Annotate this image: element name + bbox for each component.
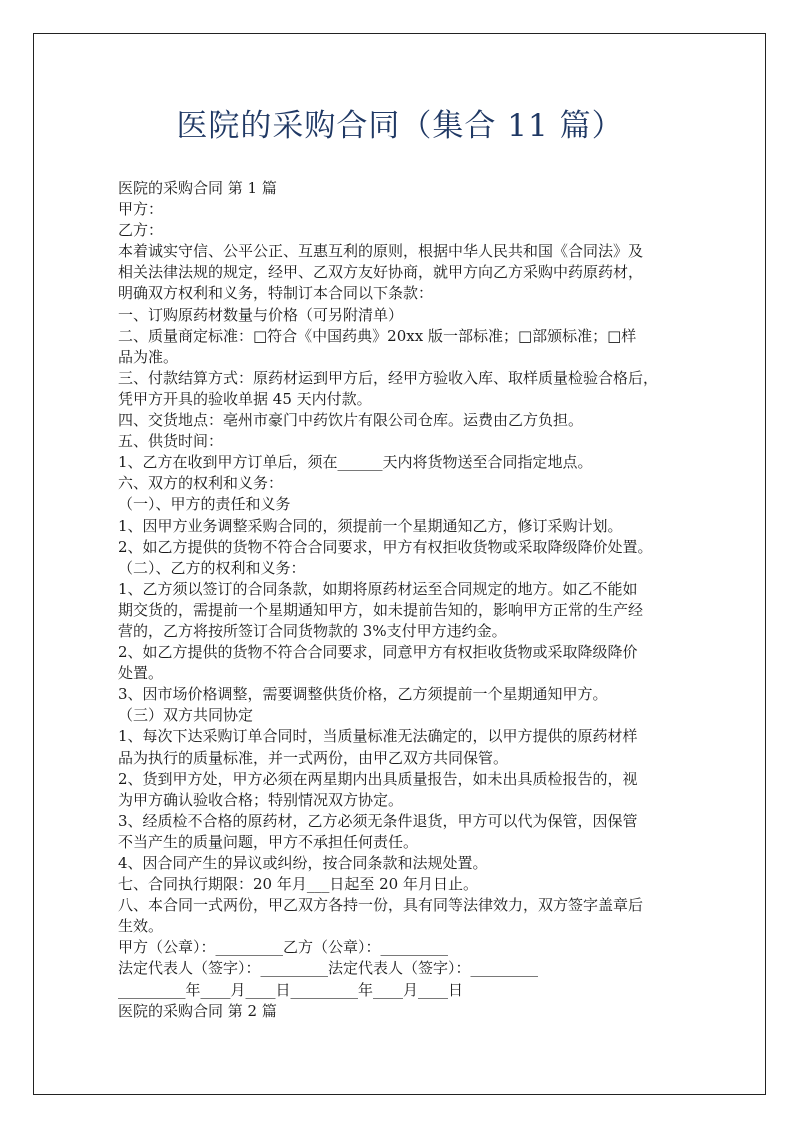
body-line: 1、因甲方业务调整采购合同的，须提前一个星期通知乙方，修订采购计划。 — [118, 516, 623, 535]
body-line: 1、乙方在收到甲方订单后，须在______天内将货物送至合同指定地点。 — [118, 453, 593, 472]
body-line: 营的，乙方将按所签订合同货物款的 3%支付甲方违约金。 — [118, 621, 507, 640]
body-line: 七、合同执行期限：20 年月___日起至 20 年月日止。 — [118, 875, 478, 894]
body-line: 甲方（公章）：_________乙方（公章）：_________ — [118, 938, 449, 957]
body-line: 3、因市场价格调整，需要调整供货价格，乙方须提前一个星期通知甲方。 — [118, 685, 608, 704]
body-line: （三）双方共同协定 — [118, 706, 254, 725]
body-line: 3、经质检不合格的原药材，乙方必须无条件退货，甲方可以代为保管，因保管 — [118, 811, 638, 830]
body-line: _________年____月____日_________年____月____日 — [118, 980, 464, 999]
body-line: 六、双方的权利和义务： — [118, 474, 284, 493]
body-line: 1、每次下达采购订单合同时，当质量标准无法确定的，以甲方提供的原药材样 — [118, 727, 638, 746]
body-line: 品为执行的质量标准，并一式两份，由甲乙双方共同保管。 — [118, 748, 509, 767]
body-line: 乙方： — [118, 221, 164, 240]
body-line: 医院的采购合同 第 1 篇 — [118, 179, 277, 197]
body-line: 4、因合同产生的异议或纠纷，按合同条款和法规处置。 — [118, 854, 488, 872]
body-line: 生效。 — [118, 917, 164, 936]
body-line: 2、如乙方提供的货物不符合合同要求，甲方有权拒收货物或采取降级降价处置。 — [118, 537, 653, 556]
document-body — [118, 178, 693, 1022]
body-line: 2、如乙方提供的货物不符合合同要求，同意甲方有权拒收货物或采取降级降价 — [118, 643, 638, 662]
body-line: （二）、乙方的权利和义务： — [118, 558, 306, 577]
body-line: 明确双方权利和义务，特制订本合同以下条款： — [118, 284, 434, 303]
body-line: 处置。 — [118, 664, 164, 683]
body-line: 期交货的，需提前一个星期通知甲方，如未提前告知的，影响甲方正常的生产经 — [118, 600, 644, 619]
body-line: 相关法律法规的规定，经甲、乙双方友好协商，就甲方向乙方采购中药原药材， — [118, 263, 644, 282]
body-line: 法定代表人（签字）：_________法定代表人（签字）：_________ — [118, 959, 539, 978]
body-line: 1、乙方须以签订的合同条款，如期将原药材运至合同规定的地方。如乙不能如 — [118, 579, 638, 598]
body-line: 五、供货时间： — [118, 432, 224, 451]
body-line: 一、订购原药材数量与价格（可另附清单） — [118, 305, 404, 324]
document-title: 医院的采购合同（集合 11 篇） — [176, 108, 624, 144]
body-line: 品为准。 — [118, 347, 179, 366]
body-line: 医院的采购合同 第 2 篇 — [118, 1001, 277, 1020]
body-line: 二、质量商定标准：□符合《中国药典》20xx 版一部标准；□部颁标准；□样 — [118, 326, 637, 345]
body-line: 2、货到甲方处，甲方必须在两星期内出具质量报告，如未出具质检报告的，视 — [118, 769, 638, 788]
body-line: 八、本合同一式两份，甲乙双方各持一份，具有同等法律效力，双方签字盖章后 — [118, 896, 644, 915]
body-line: 凭甲方开具的验收单据 45 天内付款。 — [118, 389, 372, 408]
body-line: 本着诚实守信、公平公正、互惠互利的原则，根据中华人民共和国《合同法》及 — [118, 242, 644, 261]
body-line: 不当产生的质量问题，甲方不承担任何责任。 — [118, 832, 419, 851]
body-line: 甲方： — [118, 200, 164, 219]
body-line: 四、交货地点：亳州市豪门中药饮片有限公司仓库。运费由乙方负担。 — [118, 411, 584, 430]
body-line: 为甲方确认验收合格；特别情况双方协定。 — [118, 790, 404, 809]
body-line: （一）、甲方的责任和义务 — [118, 495, 291, 514]
body-line: 三、付款结算方式：原药材运到甲方后，经甲方验收入库、取样质量检验合格后， — [118, 368, 659, 387]
